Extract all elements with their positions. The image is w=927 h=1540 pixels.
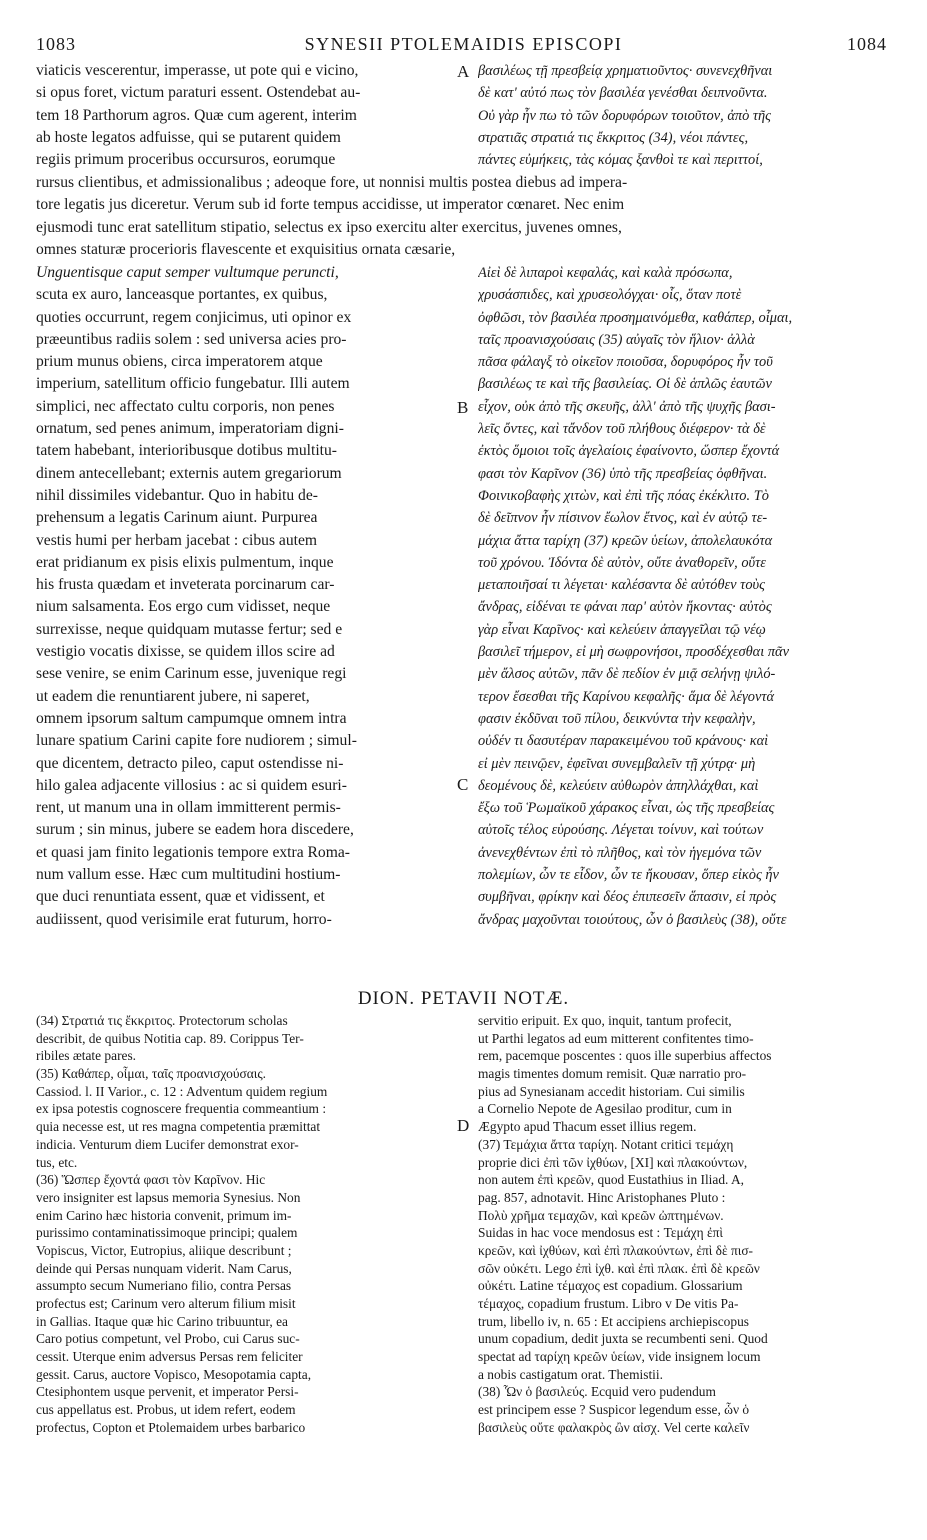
text-line: δὲ κατ' αὐτό πως τὸν βασιλέα γενέσθαι δειπνοῦντα. [478, 85, 768, 102]
text-line: vestigio vocatis dixisse, se quidem illos scire ad [36, 643, 335, 661]
latin-column [36, 262, 456, 931]
text-line: præeuntibus radiis solem : sed universa acies pro- [36, 330, 347, 348]
text-line: omnem ipsorum saltum campumque omnem intra [36, 709, 347, 727]
text-line: vestis humi per herbam jacebat : cibus autem [36, 531, 318, 549]
text-line: prehensum a legatis Carinum aiunt. Purpurea [36, 509, 318, 527]
note-line: profectus est; Carinum vero alterum filium misit [36, 1296, 296, 1311]
note-line: Cassiod. l. II Varior., c. 12 : Adventum quidem regium [36, 1083, 328, 1099]
text-line: simplici, nec affectato cultu corporis, non penes [36, 397, 335, 415]
note-line: ut Parthi legatos ad eum mitterent confitentes timo- [478, 1030, 754, 1046]
note-line: quia necesse est, ut res magna competentia præmittat [36, 1119, 321, 1135]
text-line: tatem habebant, interioribusque dotibus multitu- [36, 442, 337, 460]
text-line: lunare spatium Carini capite fore nudiorem ; simul- [36, 732, 357, 750]
text-line: εἰ μὲν πεινῷεν, ἐφεῖναι συνεμβαλεῖν τῇ χύτρᾳ· μὴ [478, 755, 756, 772]
text-line: hilo galea adjacente villosius : ac si quidem esuri- [36, 776, 347, 794]
margin-marker-d: D [457, 1116, 470, 1135]
text-line: φασι τὸν Καρῖνον (36) ὑπὸ τῆς πρεσβείας ὀφθῆναι. [478, 465, 768, 482]
text-line: μάχια ἄττα ταρίχη (37) κρεῶν ὑείων, ἀπολελαυκότα [478, 532, 773, 549]
note-line: Ctesiphontem usque pervenit, et imperator Persi- [36, 1384, 299, 1400]
note-line: indicia. Venturum diem Lucifer demonstrat exor- [36, 1136, 299, 1152]
page-number-left: 1083 [36, 34, 76, 54]
note-line: tus, etc. [36, 1154, 78, 1170]
note-line: in Gallias. Itaque quæ hic Carino tribuuntur, ea [36, 1313, 288, 1329]
text-line: ἄνδρας, εἰδέναι τε φάναι παρ' αὐτὸν ἥκοντας· αὐτὸς [478, 599, 772, 616]
text-line: βασιλέως τῇ πρεσβείᾳ χρηματιοῦντος· συνενεχθῆναι [478, 63, 773, 79]
note-line: rem, pacemque poscentes : quos ille superbius affectos [478, 1048, 772, 1064]
note-line: Suidas in hac voce mendosus est : Τεμάχη ἐπὶ [478, 1225, 723, 1241]
text-line: erat pridianum ex pisis elixis pulmentum, inque [36, 553, 334, 571]
note-line: (35) Καθάπερ, οἶμαι, ταῖς προανισχούσαις. [36, 1066, 266, 1082]
text-line: Unguentisque caput semper vultumque peruncti, [36, 264, 339, 281]
text-line: συμβῆναι, φρίκην καὶ δέος ἐπιπεσεῖν ἅπασιν, εἰ πρὸς [478, 889, 777, 906]
note-line: enim Carino hæc historia convenit, primum im- [36, 1207, 292, 1223]
text-line: si opus foret, victum paraturi essent. Ostendebat au- [36, 84, 361, 102]
text-line: φασιν ἐκδῦναι τοῦ πίλου, δεικνύντα τὴν κεφαλὴν, [478, 710, 756, 727]
text-line: regiis primum proceribus occursuros, eorumque [36, 151, 336, 169]
text-line: ταῖς προανισχούσαις (35) αὐγαῖς τὸν ἥλιον· ἀλλὰ [478, 331, 755, 348]
text-line: tore legatis jus diceretur. Verum sub id forte tempus accidisse, ut imperator cœnaret. Nec enim [36, 196, 625, 214]
text-line: quoties occurrunt, regem conjicimus, uti opinor ex [36, 308, 352, 326]
note-line: assumpto secum Numeriano filio, contra Persas [36, 1278, 292, 1294]
text-line: δὲ δεῖπνον ἦν πίσινον ἔωλον ἔτνος, καὶ ἐν αὐτῷ τε- [478, 510, 768, 527]
running-header [0, 34, 927, 58]
note-line: proprie dici ἐπὶ τῶν ἰχθύων, [XI] καὶ πλακούντων, [478, 1154, 748, 1170]
note-line: profectus, Copton et Ptolemaidem urbes barbarico [36, 1419, 306, 1435]
text-line: que dicentem, detracto pileo, caput ostendisse ni- [36, 754, 344, 772]
note-line: trum, libello iv, n. 65 : Et accipiens archiepiscopus [478, 1313, 749, 1329]
note-line: servitio eripuit. Ex quo, inquit, tantum profecit, [478, 1013, 732, 1028]
full-width-lines [36, 172, 896, 261]
text-line: πᾶσα φάλαγξ τὸ οἰκεῖον ποιοῦσα, δορυφόρος ἦν τοῦ [478, 354, 773, 371]
text-line: ὀφθῶσι, τὸν βασιλέα προσημαινόμεθα, καθάπερ, οἶμαι, [478, 309, 793, 326]
text-line: surrexisse, neque quidquam mutasse fertur; sed e [36, 620, 343, 638]
text-line: omnes staturæ procerioris flavescente et exquisitius ornata cæsarie, [36, 240, 456, 258]
text-line: ἐκτὸς ὅμοιοι τοῖς ἀγελαίοις ἐφαίνοντο, ὥσπερ ἔχοντά [478, 443, 780, 460]
note-line: βασιλεὺς οὔτε φαλακρὸς ὢν αἰσχ. Vel certe καλεῖν [478, 1419, 750, 1435]
text-line: ἔξω τοῦ Ῥωμαϊκοῦ χάρακος εἶναι, ὡς τῆς πρεσβείας [478, 800, 775, 817]
text-line: scuta ex auro, lanceasque portantes, ex quibus, [36, 286, 328, 304]
note-line: non autem ἐπὶ κρεῶν, quod Eustathius in Iliad. A, [478, 1172, 744, 1188]
note-line: Ægypto apud Thacum esset illius regem. [478, 1119, 697, 1135]
text-line: Οὐ γὰρ ἦν πω τὸ τῶν δορυφόρων τοιοῦτον, ἀπὸ τῆς [478, 107, 772, 124]
note-line: pag. 857, adnotavit. Hinc Aristophanes Pluto : [478, 1189, 726, 1205]
text-line: que duci renuntiata essent, quæ et vidissent, et [36, 888, 325, 906]
note-line: magis timentes domum remisit. Quæ narratio pro- [478, 1066, 747, 1082]
note-line: deinde qui Persas nunquam viderit. Nam Carus, [36, 1260, 292, 1276]
text-line: num vallum esse. Hæc cum multitudini hostium- [36, 866, 341, 884]
text-line: Φοινικοβαφὴς χιτὼν, καὶ ἐπὶ τῆς πόας ἐκέκλιτο. Τὸ [478, 487, 769, 504]
text-line: et quasi jam finito legationis tempore extra Roma- [36, 843, 350, 861]
text-line: ejusmodi tunc erat satellitum stipatio, selectus ex ipso exercitu alter exercitus, juvenes omnes, [36, 218, 622, 236]
text-line: γὰρ εἶναι Καρῖνος· καὶ κελεύειν ἀπαγγεῖλαι τῷ νέῳ [478, 621, 766, 638]
text-line: viaticis vescerentur, imperasse, ut pote qui e vicino, [36, 62, 359, 79]
greek-column [478, 262, 898, 931]
text-line: βασιλεῖ τήμερον, εἰ μὴ σωφρονήσοι, προσδέχεσθαι πᾶν [478, 644, 789, 661]
text-line: ἄνδρας μαχοῦνται τοιούτους, ὧν ὁ βασιλεὺς (38), οὔτε [478, 911, 787, 928]
text-line: rent, ut manum una in ollam immitterent permis- [36, 799, 341, 817]
text-line: τοῦ χρόνου. Ἰδόντα δὲ αὐτὸν, οὔτε ἀναθορεῖν, οὔτε [478, 554, 766, 571]
note-line: unum copadium, dedit juxta se recumbenti seni. Quod [478, 1331, 768, 1347]
margin-marker-a: A [457, 62, 470, 81]
note-line: Caro potius competunt, vel Probo, cui Carus suc- [36, 1331, 300, 1347]
note-line: cessit. Uterque enim adversus Persas rem feliciter [36, 1349, 303, 1365]
text-line: sese venire, se enim Carinum esse, juvenique regi [36, 665, 347, 683]
note-line: (34) Στρατιά τις ἔκκριτος. Protectorum scholas [36, 1013, 288, 1028]
text-line: ornatum, sed penes animum, imperatoriam digni- [36, 420, 344, 438]
text-line: tem 18 Parthorum agros. Quæ cum agerent, interim [36, 106, 357, 124]
note-line: vero insigniter est lapsus memoria Synesius. Non [36, 1189, 301, 1205]
note-line: pius ad Synesianam accedit historiam. Cui similis [478, 1083, 745, 1099]
text-line: πάντες εὐμήκεις, τὰς κόμας ξανθοὶ τε καὶ περιττοί, [478, 152, 763, 169]
text-line: λεῖς ὄντες, καὶ τἄνδον τοῦ πλήθους διέφερον· τὰ δὲ [478, 421, 766, 438]
page-number-right: 1084 [847, 34, 887, 54]
note-line: est principem esse ? Suspicor legendum esse, ὧν ὁ [478, 1402, 750, 1418]
text-line: dinem antecellebant; externis autem gregariorum [36, 464, 342, 482]
text-line: Αἰεὶ δὲ λιπαροὶ κεφαλάς, καὶ καλὰ πρόσωπα, [478, 265, 733, 281]
text-line: στρατιᾶς στρατιά τις ἔκκριτος (34), νέοι πάντες, [478, 129, 749, 146]
note-line: describit, de quibus Notitia cap. 89. Corippus Ter- [36, 1030, 304, 1046]
text-line: οὐδέν τι δασυτέραν παρακειμένου τοῦ κράνους· καὶ [478, 733, 769, 750]
notes-left-column [36, 1012, 456, 1437]
text-line: his frusta quædam et inveterata porcinarum car- [36, 576, 335, 594]
note-line: spectat ad ταρίχη κρεῶν ὑείων, vide insignem locum [478, 1349, 761, 1365]
text-line: ἀνενεχθέντων ἐπὶ τὸ πλῆθος, καὶ τὸν ἡγεμόνα τῶν [478, 844, 762, 861]
text-line: μὲν ἄλσος αὐτῶν, πᾶν δὲ πεδίον ἐν μιᾷ σελήνῃ ψιλό- [478, 666, 776, 683]
text-line: εἶχον, οὐκ ἀπὸ τῆς σκευῆς, ἀλλ' ἀπὸ τῆς ψυχῆς βασι- [478, 398, 776, 415]
text-line: rursus clientibus, et admissionalibus ; adeoque fore, ut nonnisi multis postea diebus ad impera- [36, 174, 628, 191]
note-line: (38) Ὧν ὁ βασιλεύς. Ecquid vero pudendum [478, 1384, 716, 1400]
text-line: nium salsamenta. Eos ergo cum vidisset, neque [36, 598, 331, 616]
text-line: μεταποιῆσαί τι λέγεται· καλέσαντα δὲ αὐτόθεν τοὺς [478, 577, 765, 594]
notes-title: DION. PETAVII NOTÆ. [357, 988, 570, 1009]
note-line: purissimo contaminatissimoque principi; qualem [36, 1225, 298, 1241]
text-line: ut eadem die renuntiarent jubere, ni saperet, [36, 687, 310, 705]
latin-column-top [36, 60, 456, 171]
notes-right-column [478, 1012, 898, 1437]
note-line: a Cornelio Nepote de Agesilao proditur, cum in [478, 1101, 732, 1117]
text-line: audiissent, quod verisimile erat futurum, horro- [36, 910, 332, 928]
text-line: τερον ἔσεσθαι τῆς Καρίνου κεφαλῆς· ἅμα δὲ λέγοντά [478, 688, 775, 705]
text-line: χρυσάσπιδες, καὶ χρυσεολόγχαι· οἷς, ὅταν ποτὲ [478, 287, 742, 304]
text-line: δεομένους δὲ, κελεύειν αὐθωρὸν ἀπηλλάχθαι, καὶ [478, 777, 759, 794]
greek-column-top [478, 60, 898, 171]
note-line: οὐκέτι. Latine τέμαχος est copadium. Glossarium [478, 1278, 743, 1294]
text-line: imperium, satellitum officio fungebatur. Illi autem [36, 375, 350, 393]
running-title: SYNESII PTOLEMAIDIS EPISCOPI [304, 34, 623, 54]
text-line: πολεμίων, ὧν τε εἶδον, ὧν τε ἤκουσαν, ὅπερ εἰκὸς ἦν [478, 867, 779, 884]
note-line: σῶν οὐκέτι. Lego ἐπὶ ἰχθ. καὶ ἐπὶ πλακ. ἐπὶ δὲ κρεῶν [478, 1260, 760, 1276]
text-line: nihil dissimiles videbantur. Quo in habitu de- [36, 486, 318, 504]
text-line: surum ; sin minus, jubere se eadem hora discedere, [36, 821, 354, 839]
note-line: ribiles ætate pares. [36, 1048, 137, 1064]
text-line: αὐτοῖς τέλος εὑρούσης. Λέγεται τοίνυν, καὶ τούτων [478, 822, 764, 839]
note-line: Πολὺ χρῆμα τεμαχῶν, καὶ κρεῶν ὠπτημένων. [478, 1207, 724, 1223]
text-line: βασιλέως τε καὶ τῆς βασιλείας. Οἱ δὲ ἁπλῶς ἑαυτῶν [478, 376, 772, 393]
text-line: ab hoste legatos adfuisse, qui se putarent quidem [36, 128, 341, 146]
note-line: cus appellatus est. Probus, ut idem refert, eodem [36, 1402, 296, 1418]
note-line: gessit. Carus, auctore Vopisco, Mesopotamia capta, [36, 1366, 312, 1382]
note-line: Vopiscus, Victor, Eutropius, aliique describunt ; [36, 1242, 292, 1258]
text-line: prium munus obiens, circa imperatorem atque [36, 353, 323, 371]
note-line: (36) Ὥσπερ ἔχοντά φασι τὸν Καρῖνον. Hic [36, 1172, 266, 1188]
note-line: ex ipsa potestis cognoscere frequentia commeantium : [36, 1101, 327, 1117]
note-line: (37) Τεμάχια ἄττα ταρίχη. Notant critici τεμάχη [478, 1136, 734, 1152]
note-line: a nobis castigatum orat. Themistii. [478, 1366, 663, 1382]
note-line: τέμαχος, copadium frustum. Libro v De vitis Pa- [478, 1296, 739, 1311]
margin-marker-c: C [457, 775, 469, 794]
margin-marker-b: B [457, 398, 469, 417]
note-line: κρεῶν, καὶ ἰχθύων, καὶ ἐπὶ πλακούντων, ἐπὶ δὲ πισ- [478, 1242, 753, 1258]
